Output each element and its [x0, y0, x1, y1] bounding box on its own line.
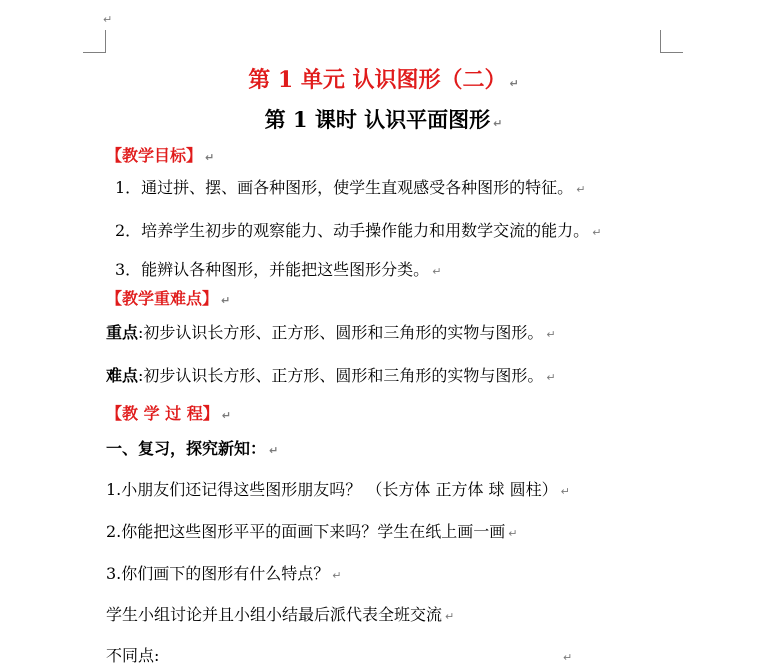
- paragraph-mark: ↵: [563, 651, 573, 664]
- paragraph-mark: ↵: [103, 13, 113, 26]
- section-heading-objectives: 【教学目标】 ↵: [106, 146, 215, 165]
- focus-point: 重点:初步认识长方形、正方形、圆形和三角形的实物与图形。 ↵: [106, 323, 556, 342]
- process-item: 2.你能把这些图形平平的面画下来吗？学生在纸上画一画 ↵: [106, 522, 518, 541]
- difficulty-point: 难点:初步认识长方形、正方形、圆形和三角形的实物与图形。 ↵: [106, 366, 556, 385]
- objective-item: 2．培养学生初步的观察能力、动手操作能力和用数学交流的能力。 ↵: [115, 221, 602, 240]
- focus-label: 重点: [106, 323, 139, 342]
- differences-line: 不同点:: [106, 646, 160, 665]
- crop-mark-top-left: [83, 30, 106, 53]
- objective-item: 1．通过拼、摆、画各种图形，使学生直观感受各种图形的特征。 ↵: [115, 178, 586, 197]
- crop-mark-top-right: [660, 30, 683, 53]
- difficulty-label: 难点: [106, 366, 139, 385]
- objective-item: 3．能辨认各种图形，并能把这些图形分类。 ↵: [115, 260, 442, 279]
- section-heading-process: 【教 学 过 程】 ↵: [106, 404, 231, 423]
- lesson-title: 第 1 课时 认识平面图形 ↵: [264, 107, 503, 132]
- section-heading-key-points: 【教学重难点】 ↵: [106, 289, 231, 308]
- discussion-line: 学生小组讨论并且小组小结最后派代表全班交流 ↵: [106, 605, 455, 624]
- process-part-one: 一、复习，探究新知： ↵: [106, 439, 279, 458]
- process-item: 3.你们画下的图形有什么特点？ ↵: [106, 564, 342, 583]
- process-item: 1.小朋友们还记得这些图形朋友吗？ （长方体 正方体 球 圆柱） ↵: [106, 480, 570, 499]
- unit-title: 第 1 单元 认识图形（二） ↵: [248, 67, 519, 93]
